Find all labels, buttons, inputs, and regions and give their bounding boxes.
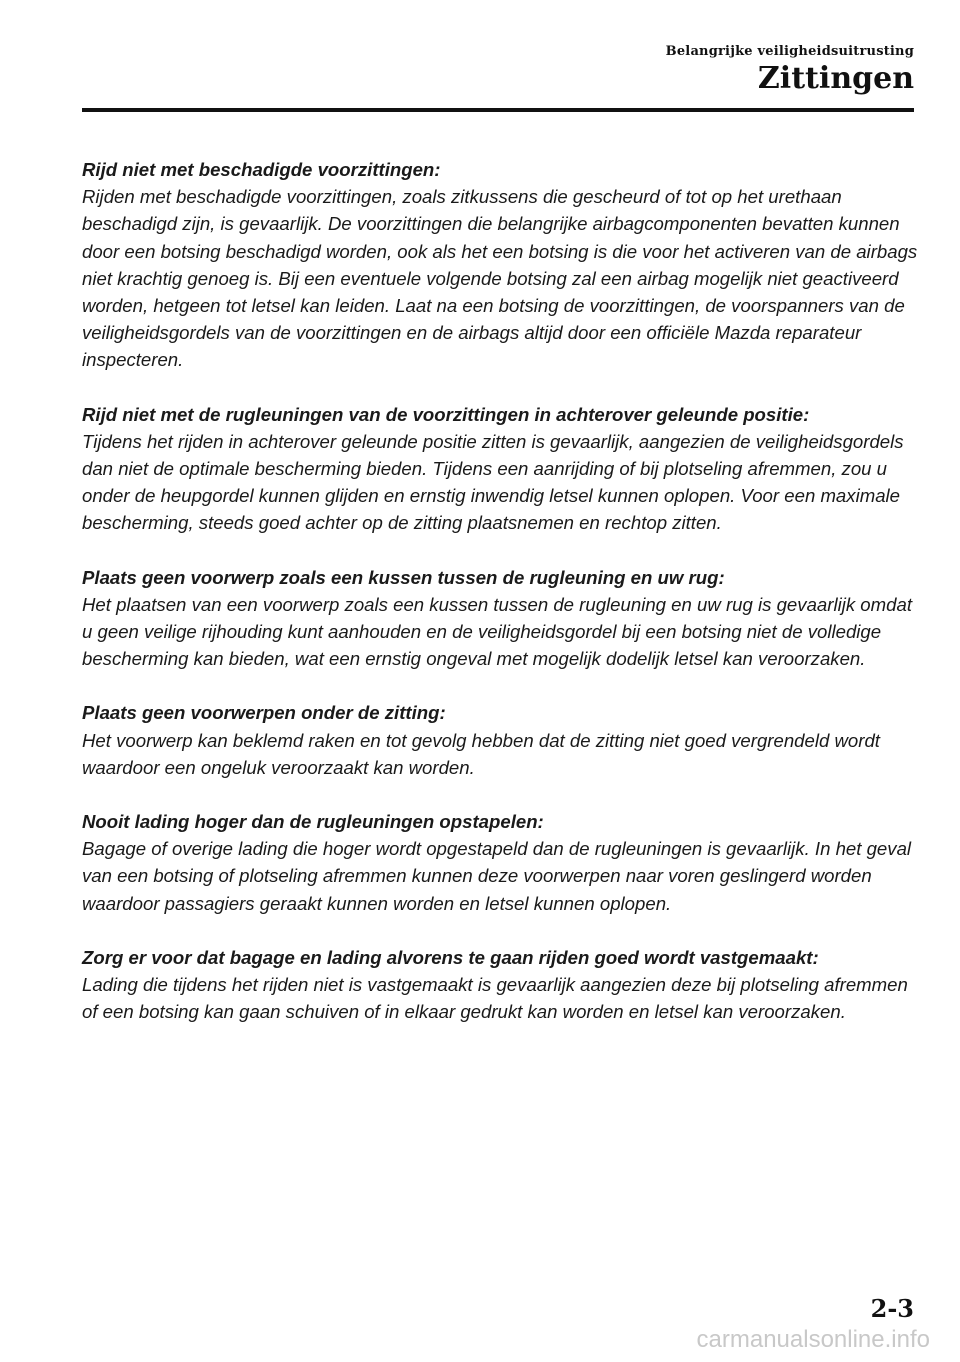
warning-heading: Rijd niet met de rugleuningen van de voorzittingen in achterover geleunde positie:	[82, 403, 810, 425]
warning-cargo-height	[82, 808, 918, 917]
warning-heading: Nooit lading hoger dan de rugleuningen opstapelen:	[82, 811, 544, 833]
warning-damaged-seats	[82, 156, 918, 374]
warning-body: Lading die tijdens het rijden niet is vastgemaakt is gevaarlijk aangezien deze bij plotseling afremmen of een botsing kan gaan schuiven of in elkaar gedrukt kan worden en letsel kan veroorzaken.	[82, 974, 908, 1023]
warning-body: Het voorwerp kan beklemd raken en tot gevolg hebben dat de zitting niet goed vergrendeld wordt waardoor een ongeluk veroorzaakt kan worden.	[82, 729, 880, 778]
warning-reclined-seatbacks	[82, 401, 918, 537]
warning-heading: Plaats geen voorwerp zoals een kussen tussen de rugleuning en uw rug:	[82, 566, 725, 588]
warning-heading: Zorg er voor dat bagage en lading alvorens te gaan rijden goed wordt vastgemaakt:	[82, 946, 819, 968]
watermark: carmanualsonline.info	[696, 1326, 930, 1353]
chapter-title: Belangrijke veiligheidsuitrusting	[665, 44, 914, 59]
warning-body: Het plaatsen van een voorwerp zoals een kussen tussen de rugleuning en uw rug is gevaarlijk omdat u geen veilige rijhouding kunt aanhouden en de veiligheidsgordel bij een botsing niet de volledige bescherming kan bieden, wat een ernstig ongeval met mogelijk dodelijk letsel kan veroorzaken.	[82, 593, 912, 670]
warning-body: Bagage of overige lading die hoger wordt opgestapeld dan de rugleuningen is gevaarlijk. In het geval van een botsing of plotseling afremmen kunnen deze voorwerpen naar voren geslingerd worden waardoor passagiers geraakt kunnen worden en letsel kunnen oplopen.	[82, 838, 912, 914]
warning-objects-under-seat	[82, 699, 918, 781]
warning-cushion-behind-back	[82, 564, 918, 673]
warning-heading: Rijd niet met beschadigde voorzittingen:	[82, 159, 441, 180]
page-number: 2-3	[870, 1294, 914, 1323]
warning-body: Rijden met beschadigde voorzittingen, zoals zitkussens die gescheurd of tot op het urethaan beschadigd zijn, is gevaarlijk. De voorzittingen die belangrijke airbagcomponenten bevatten kunnen door een botsing beschadigd worden, ook als het een botsing is die voor het activeren van de airbags niet krachtig genoeg is. Bij een eventuele volgende botsing zal een airbag mogelijk niet geactiveerd worden, hetgeen tot letsel kan leiden. Laat na een botsing de voorzittingen, de voorspanners van de veiligheidsgordels van de voorzittingen en de airbags altijd door een officiële Mazda reparateur inspecteren.	[82, 186, 918, 371]
warning-body: Tijdens het rijden in achterover geleunde positie zitten is gevaarlijk, aangezien de veiligheidsgordels dan niet de optimale bescherming bieden. Tijdens een aanrijding of bij plotseling afremmen, zou u onder de heupgordel kunnen glijden en ernstig inwendig letsel kunnen oplopen. Voor een maximale bescherming, steeds goed achter op de zitting plaatsnemen en rechtop zitten.	[82, 430, 904, 534]
warning-secure-cargo	[82, 944, 918, 1026]
warning-list	[82, 156, 918, 1052]
warning-heading: Plaats geen voorwerpen onder de zitting:	[82, 702, 446, 724]
section-title: Zittingen	[757, 61, 914, 96]
header-rule	[82, 108, 914, 112]
page-header	[666, 44, 914, 96]
